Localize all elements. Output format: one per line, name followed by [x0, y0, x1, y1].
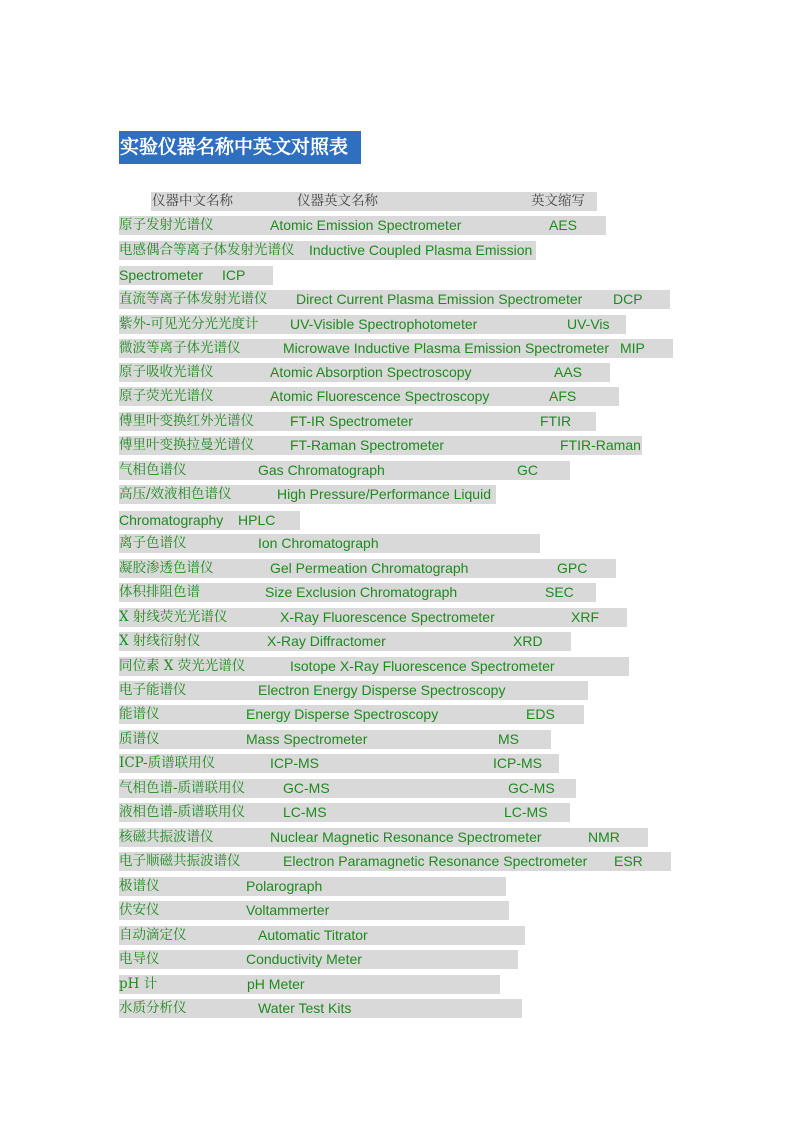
table-row-continuation: [119, 266, 273, 285]
chinese-name: 电子能谱仪: [119, 682, 187, 698]
english-name: Polarograph: [246, 878, 323, 894]
table-row: [119, 387, 619, 406]
table-row: [119, 657, 629, 676]
english-name: Direct Current Plasma Emission Spectrometer: [296, 291, 583, 307]
english-name: Gel Permeation Chromatograph: [270, 560, 469, 576]
english-name: FT-IR Spectrometer: [290, 413, 413, 429]
abbreviation: GPC: [557, 560, 588, 576]
abbreviation: ICP-MS: [493, 755, 542, 771]
abbreviation: XRF: [571, 609, 599, 625]
table-row: [119, 901, 509, 920]
table-row: [119, 339, 673, 358]
english-name: Microwave Inductive Plasma Emission Spectrometer: [283, 340, 610, 356]
table-row: [119, 216, 606, 235]
abbreviation: MIP: [620, 340, 645, 356]
chinese-name: 原子发射光谱仪: [119, 217, 214, 233]
abbreviation: FTIR: [540, 413, 572, 429]
abbreviation: UV-Vis: [567, 316, 610, 332]
chinese-name: 水质分析仪: [119, 1000, 187, 1016]
abbreviation: ICP: [222, 267, 246, 283]
table-row: [119, 559, 616, 578]
english-name: GC-MS: [283, 780, 330, 796]
abbreviation: AES: [549, 217, 578, 233]
chinese-name: 伏安仪: [119, 902, 160, 918]
abbreviation: HPLC: [238, 512, 276, 528]
table-row: [119, 363, 610, 382]
abbreviation: MS: [498, 731, 519, 747]
page-title: 实验仪器名称中英文对照表: [119, 131, 361, 164]
english-name: X-Ray Fluorescence Spectrometer: [280, 609, 495, 625]
english-name: Electron Paramagnetic Resonance Spectrometer: [283, 853, 588, 869]
table-row: [119, 632, 571, 651]
chinese-name: 质谱仪: [119, 731, 160, 747]
english-name: Chromatography: [119, 512, 224, 528]
english-name: Automatic Titrator: [258, 927, 368, 943]
abbreviation: FTIR-Raman: [560, 437, 641, 453]
table-row-continuation: [119, 511, 300, 530]
table-row: [119, 534, 540, 553]
table-row: [119, 852, 671, 871]
chinese-name: X 射线荧光光谱仪: [119, 609, 228, 625]
chinese-name: 微波等离子体光谱仪: [119, 340, 241, 356]
english-name: pH Meter: [247, 976, 305, 992]
header-english-name: 仪器英文名称: [297, 193, 378, 209]
table-row: [119, 608, 627, 627]
chinese-name: 体积排阻色谱: [119, 584, 200, 600]
table-row: [119, 241, 536, 260]
english-name: Ion Chromatograph: [258, 535, 379, 551]
abbreviation: GC-MS: [508, 780, 555, 796]
table-header: [151, 192, 597, 211]
english-name: UV-Visible Spectrophotometer: [290, 316, 478, 332]
abbreviation: AAS: [554, 364, 583, 380]
chinese-name: X 射线衍射仪: [119, 633, 201, 649]
table-row: [119, 315, 626, 334]
chinese-name: 直流等离子体发射光谱仪: [119, 291, 268, 307]
chinese-name: ICP-质谱联用仪: [119, 755, 216, 771]
abbreviation: GC: [517, 462, 538, 478]
english-name: Gas Chromatograph: [258, 462, 385, 478]
table-row: [119, 926, 525, 945]
english-name: Water Test Kits: [258, 1000, 352, 1016]
english-name: Spectrometer: [119, 267, 204, 283]
chinese-name: 电子顺磁共振波谱仪: [119, 853, 241, 869]
english-name: Atomic Emission Spectrometer: [270, 217, 462, 233]
table-row: [119, 681, 588, 700]
header-chinese-name: 仪器中文名称: [152, 193, 233, 209]
table-row: [119, 754, 559, 773]
chinese-name: 紫外-可见光分光光度计: [119, 316, 259, 332]
english-name: Mass Spectrometer: [246, 731, 368, 747]
table-row: [119, 436, 642, 455]
english-name: Nuclear Magnetic Resonance Spectrometer: [270, 829, 542, 845]
table-row: [119, 779, 576, 798]
table-row: [119, 705, 584, 724]
abbreviation: ESR: [614, 853, 643, 869]
english-name: Atomic Fluorescence Spectroscopy: [270, 388, 490, 404]
english-name: FT-Raman Spectrometer: [290, 437, 445, 453]
english-name: Size Exclusion Chromatograph: [265, 584, 458, 600]
abbreviation: LC-MS: [504, 804, 548, 820]
table-row: [119, 999, 522, 1018]
chinese-name: 能谱仪: [119, 706, 160, 722]
english-name: Energy Disperse Spectroscopy: [246, 706, 439, 722]
header-abbreviation: 英文缩写: [531, 193, 585, 209]
english-name: Conductivity Meter: [246, 951, 362, 967]
abbreviation: SEC: [545, 584, 574, 600]
abbreviation: NMR: [588, 829, 620, 845]
chinese-name: 离子色谱仪: [119, 535, 187, 551]
table-row: [119, 583, 596, 602]
abbreviation: XRD: [513, 633, 543, 649]
chinese-name: 液相色谱-质谱联用仪: [119, 804, 246, 820]
chinese-name: 同位素 X 荧光光谱仪: [119, 658, 246, 674]
english-name: High Pressure/Performance Liquid: [277, 486, 491, 502]
chinese-name: 气相色谱仪: [119, 462, 187, 478]
table-row: [119, 950, 518, 969]
english-name: Atomic Absorption Spectroscopy: [270, 364, 472, 380]
table-row: [119, 828, 648, 847]
table-row: [119, 461, 570, 480]
english-name: Inductive Coupled Plasma Emission: [309, 242, 533, 258]
chinese-name: 核磁共振波谱仪: [119, 829, 214, 845]
abbreviation: EDS: [526, 706, 555, 722]
english-name: Electron Energy Disperse Spectroscopy: [258, 682, 506, 698]
chinese-name: 傅里叶变换拉曼光谱仪: [119, 437, 254, 453]
abbreviation: DCP: [613, 291, 643, 307]
chinese-name: pH 计: [119, 976, 158, 992]
english-name: ICP-MS: [270, 755, 319, 771]
chinese-name: 电导仪: [119, 951, 160, 967]
table-row: [119, 975, 500, 994]
abbreviation: AFS: [549, 388, 577, 404]
english-name: Isotope X-Ray Fluorescence Spectrometer: [290, 658, 555, 674]
chinese-name: 高压/效液相色谱仪: [119, 486, 232, 502]
english-name: X-Ray Diffractomer: [267, 633, 386, 649]
table-row: [119, 290, 670, 309]
table-row: [119, 803, 570, 822]
english-name: LC-MS: [283, 804, 327, 820]
chinese-name: 原子荧光光谱仪: [119, 388, 214, 404]
table-row: [119, 412, 596, 431]
chinese-name: 极谱仪: [119, 878, 160, 894]
english-name: Voltammerter: [246, 902, 330, 918]
table-row: [119, 730, 551, 749]
table-row: [119, 877, 506, 896]
table-row: [119, 485, 496, 504]
chinese-name: 电感偶合等离子体发射光谱仪: [119, 242, 295, 258]
chinese-name: 凝胶渗透色谱仪: [119, 560, 214, 576]
chinese-name: 自动滴定仪: [119, 927, 187, 943]
chinese-name: 原子吸收光谱仪: [119, 364, 214, 380]
chinese-name: 傅里叶变换红外光谱仪: [119, 413, 254, 429]
chinese-name: 气相色谱-质谱联用仪: [119, 780, 246, 796]
